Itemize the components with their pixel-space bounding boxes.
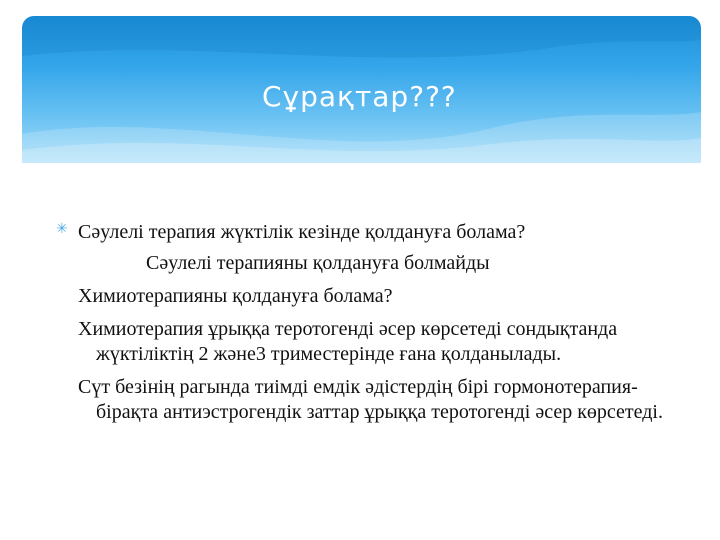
slide-body <box>56 220 688 425</box>
slide-title: Сұрақтар??? <box>262 80 457 113</box>
question-1-text: Сәулелі терапия жүктілік кезінде қолдануға болама? <box>78 221 526 243</box>
answer-2: Химиотерапия ұрыққа теротогенді әсер көрсетеді сондықтанда жүктіліктің 2 және3 триместерінде ғана қолданылады. <box>78 318 618 365</box>
title-banner <box>22 16 701 163</box>
question-2: Химиотерапияны қолдануға болама? <box>78 285 393 307</box>
question-1 <box>56 220 688 245</box>
asterisk-bullet-icon: ✳ <box>56 221 68 237</box>
note-paragraph: Сүт безінің рагында тиімді емдік әдістердің бірі гормонотерапия-бірақта антиэстрогендік заттар ұрыққа теротогенді әсер көрсетеді. <box>78 376 663 423</box>
answer-1: Сәулелі терапияны қолдануға болмайды <box>146 252 490 274</box>
